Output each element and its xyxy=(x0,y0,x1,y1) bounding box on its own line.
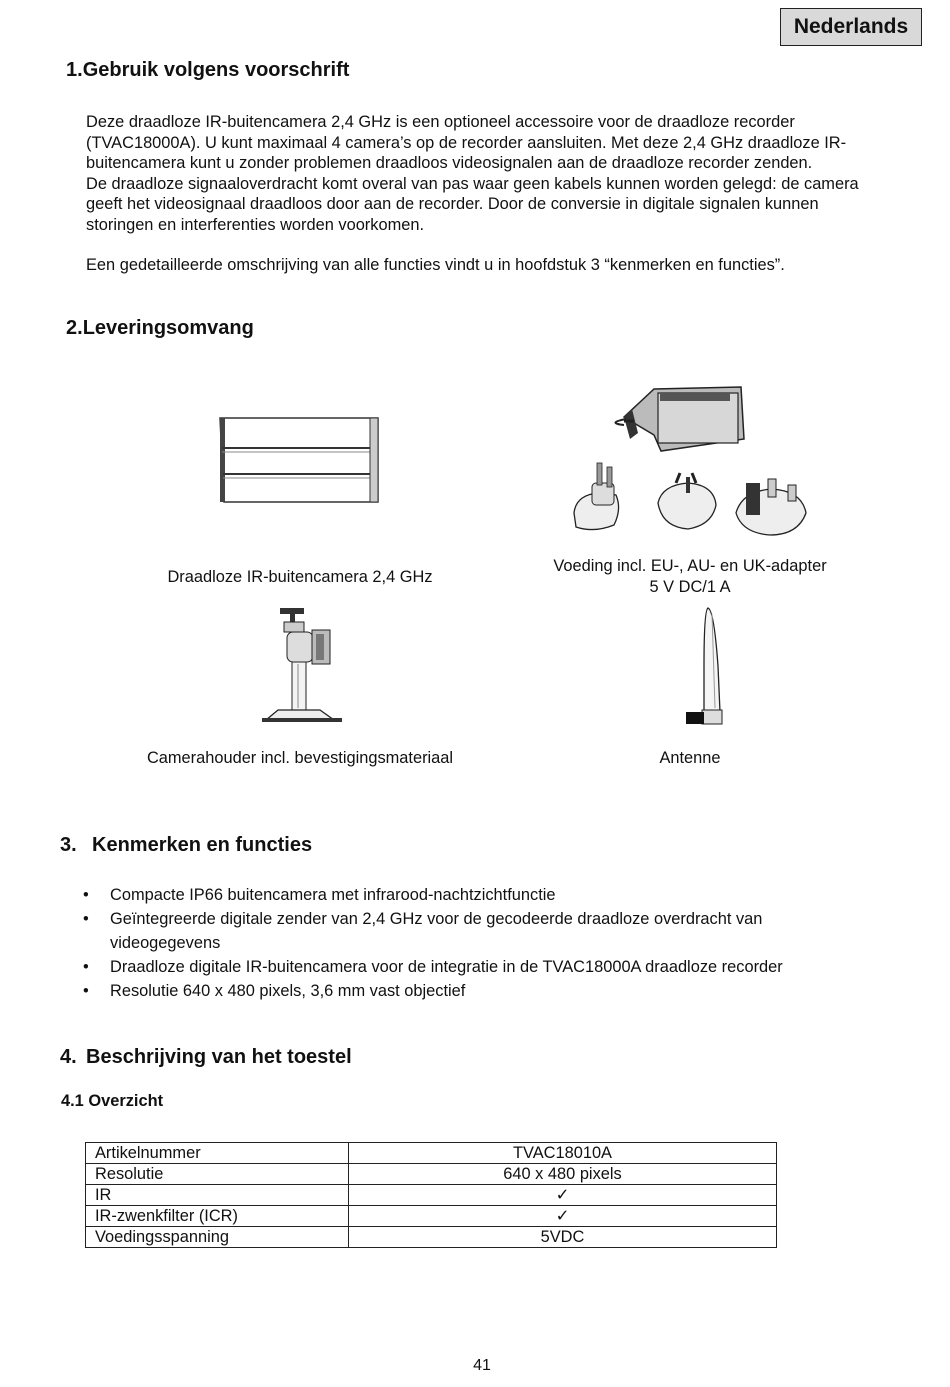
table-row xyxy=(86,1164,777,1185)
table-cell-value: TVAC18010A xyxy=(349,1143,777,1164)
list-item-text: Draadloze digitale IR-buitencamera voor de integratie in de TVAC18000A draadloze recorder xyxy=(110,958,783,976)
table-row xyxy=(86,1143,777,1164)
subsection-heading: 4.1 Overzicht xyxy=(61,1092,164,1110)
section-title: Beschrijving van het toestel xyxy=(86,1046,352,1068)
table-row xyxy=(86,1227,777,1248)
camera-bracket-icon xyxy=(258,604,344,726)
section-2-heading xyxy=(66,317,254,340)
bullet-icon: • xyxy=(83,958,89,976)
paragraph-line: geeft het videosignaal draadloos door aan de recorder. Door de conversie in digitale signalen kunnen xyxy=(86,195,819,213)
paragraph-line: (TVAC18000A). U kunt maximaal 4 camera’s op de recorder aansluiten. Met deze 2,4 GHz draadloze IR- xyxy=(86,133,847,152)
item-caption-bracket: Camerahouder incl. bevestigingsmateriaal xyxy=(146,749,454,767)
table-cell-label: IR-zwenkfilter (ICR) xyxy=(86,1206,349,1227)
table-row xyxy=(86,1185,777,1206)
list-item xyxy=(61,883,821,907)
camera-icon xyxy=(218,416,380,506)
paragraph-line: storingen en interferenties worden voorkomen. xyxy=(86,215,425,234)
feature-list xyxy=(61,883,821,1003)
antenna-icon xyxy=(682,606,728,728)
paragraph-line: Deze draadloze IR-buitencamera 2,4 GHz is een optioneel accessoire voor de draadloze recorder xyxy=(86,113,795,131)
checkmark-icon: ✓ xyxy=(349,1185,777,1206)
section-title: Gebruik volgens voorschrift xyxy=(82,59,350,81)
caption-line: Voeding incl. EU-, AU- en UK-adapter xyxy=(553,557,827,575)
section-1-reference-paragraph: Een gedetailleerde omschrijving van alle functies vindt u in hoofdstuk 3 “kenmerken en functies”. xyxy=(86,256,785,274)
table-cell-label: Artikelnummer xyxy=(86,1143,349,1164)
bullet-icon: • xyxy=(83,982,89,1000)
section-3-heading xyxy=(60,834,312,857)
table-cell-value: 640 x 480 pixels xyxy=(349,1164,777,1185)
bullet-icon: • xyxy=(83,886,89,904)
table-row xyxy=(86,1206,777,1227)
list-item-text: Resolutie 640 x 480 pixels, 3,6 mm vast objectief xyxy=(110,982,466,1000)
table-cell-label: Voedingsspanning xyxy=(86,1227,349,1248)
checkmark-icon: ✓ xyxy=(349,1206,777,1227)
paragraph-line: De draadloze signaaloverdracht komt overal van pas waar geen kabels kunnen worden gelegd: de camera xyxy=(86,174,859,193)
caption-line: 5 V DC/1 A xyxy=(649,577,731,596)
list-item-text: videogegevens xyxy=(110,934,221,952)
item-caption-antenna: Antenne xyxy=(659,749,721,767)
section-number: 4. xyxy=(60,1046,77,1068)
list-item xyxy=(61,979,821,1003)
table-cell-value: 5VDC xyxy=(349,1227,777,1248)
section-1-heading xyxy=(66,59,349,82)
section-number: 3. xyxy=(60,834,77,856)
power-supply-icon xyxy=(566,383,814,541)
paragraph-line: buitencamera kunt u zonder problemen draadloos videosignalen aan de draadloze recorder zenden. xyxy=(86,154,813,172)
item-caption-power-supply xyxy=(520,556,860,597)
list-item xyxy=(61,955,821,979)
page-number: 41 xyxy=(473,1357,491,1374)
list-item-text: Geïntegreerde digitale zender van 2,4 GHz voor de gecodeerde draadloze overdracht van xyxy=(110,910,763,928)
spec-table xyxy=(85,1142,777,1248)
section-4-heading xyxy=(60,1046,352,1069)
section-title: Kenmerken en functies xyxy=(92,834,313,856)
language-tab: Nederlands xyxy=(780,8,922,46)
section-1-paragraph xyxy=(86,112,936,235)
bullet-icon: • xyxy=(83,910,89,928)
section-number: 2. xyxy=(66,317,83,339)
table-cell-label: IR xyxy=(86,1185,349,1206)
table-cell-label: Resolutie xyxy=(86,1164,349,1185)
section-number: 1. xyxy=(66,59,83,81)
list-item xyxy=(61,907,821,955)
list-item-text: Compacte IP66 buitencamera met infrarood-nachtzichtfunctie xyxy=(110,886,556,904)
item-caption-camera: Draadloze IR-buitencamera 2,4 GHz xyxy=(167,568,433,586)
section-title: Leveringsomvang xyxy=(82,317,254,339)
